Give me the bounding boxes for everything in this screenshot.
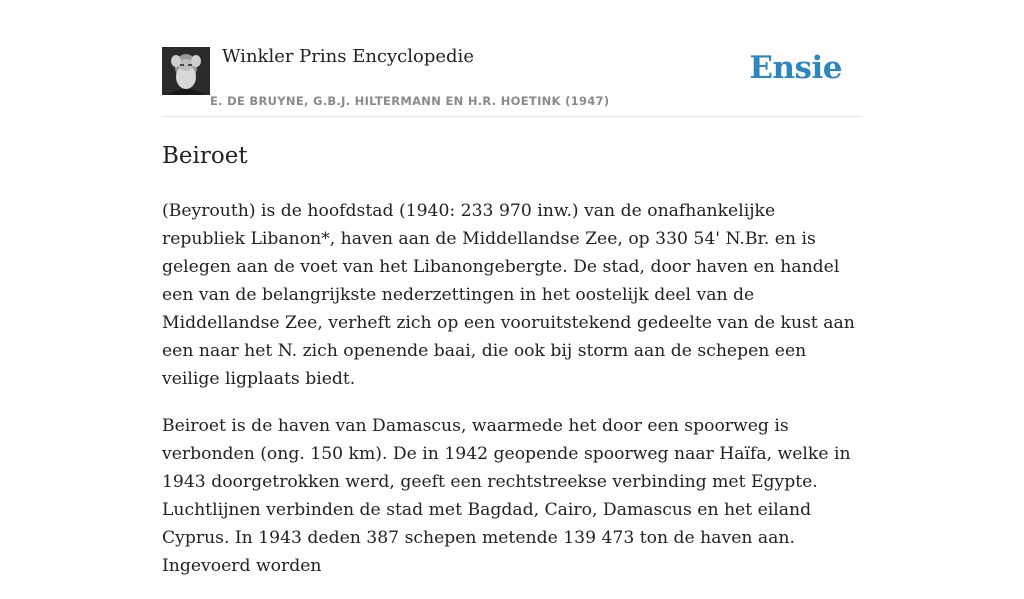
- article-card: [162, 0, 862, 599]
- article-body: [162, 197, 862, 580]
- article-paragraph: (Beyrouth) is de hoofdstad (1940: 233 970 inw.) van de onafhankelijke republiek Libanon*, haven aan de Middellandse Zee, op 330 54' N.Br. en is gelegen aan de voet van het Libanongebergte. De stad, door haven en handel een van de belangrijkste nederzettingen in het oostelijk deel van de Middellandse Zee, verheft zich op een vooruitstekend gedeelte van de kust aan een naar het N. zich openende baai, die ook bij storm aan de schepen een veilige ligplaats biedt.: [162, 201, 855, 389]
- portrait-image: [162, 47, 210, 95]
- site-title[interactable]: Winkler Prins Encyclopedie: [222, 46, 474, 67]
- article-title: Beiroet: [162, 143, 248, 169]
- author-avatar: [162, 47, 210, 95]
- brand-logo[interactable]: Ensie: [749, 50, 842, 86]
- authors-line: E. DE BRUYNE, G.B.J. HILTERMANN EN H.R. HOETINK (1947): [210, 94, 610, 108]
- article-paragraph: Beiroet is de haven van Damascus, waarmede het door een spoorweg is verbonden (ong. 150 km). De in 1942 geopende spoorweg naar Haïfa, welke in 1943 doorgetrokken werd, geeft een rechtstreekse verbinding met Egypte. Luchtlijnen verbinden de stad met Bagdad, Cairo, Damascus en het eiland Cyprus. In 1943 deden 387 schepen metende 139 473 ton de haven aan. Ingevoerd worden: [162, 416, 851, 576]
- header: [162, 0, 862, 117]
